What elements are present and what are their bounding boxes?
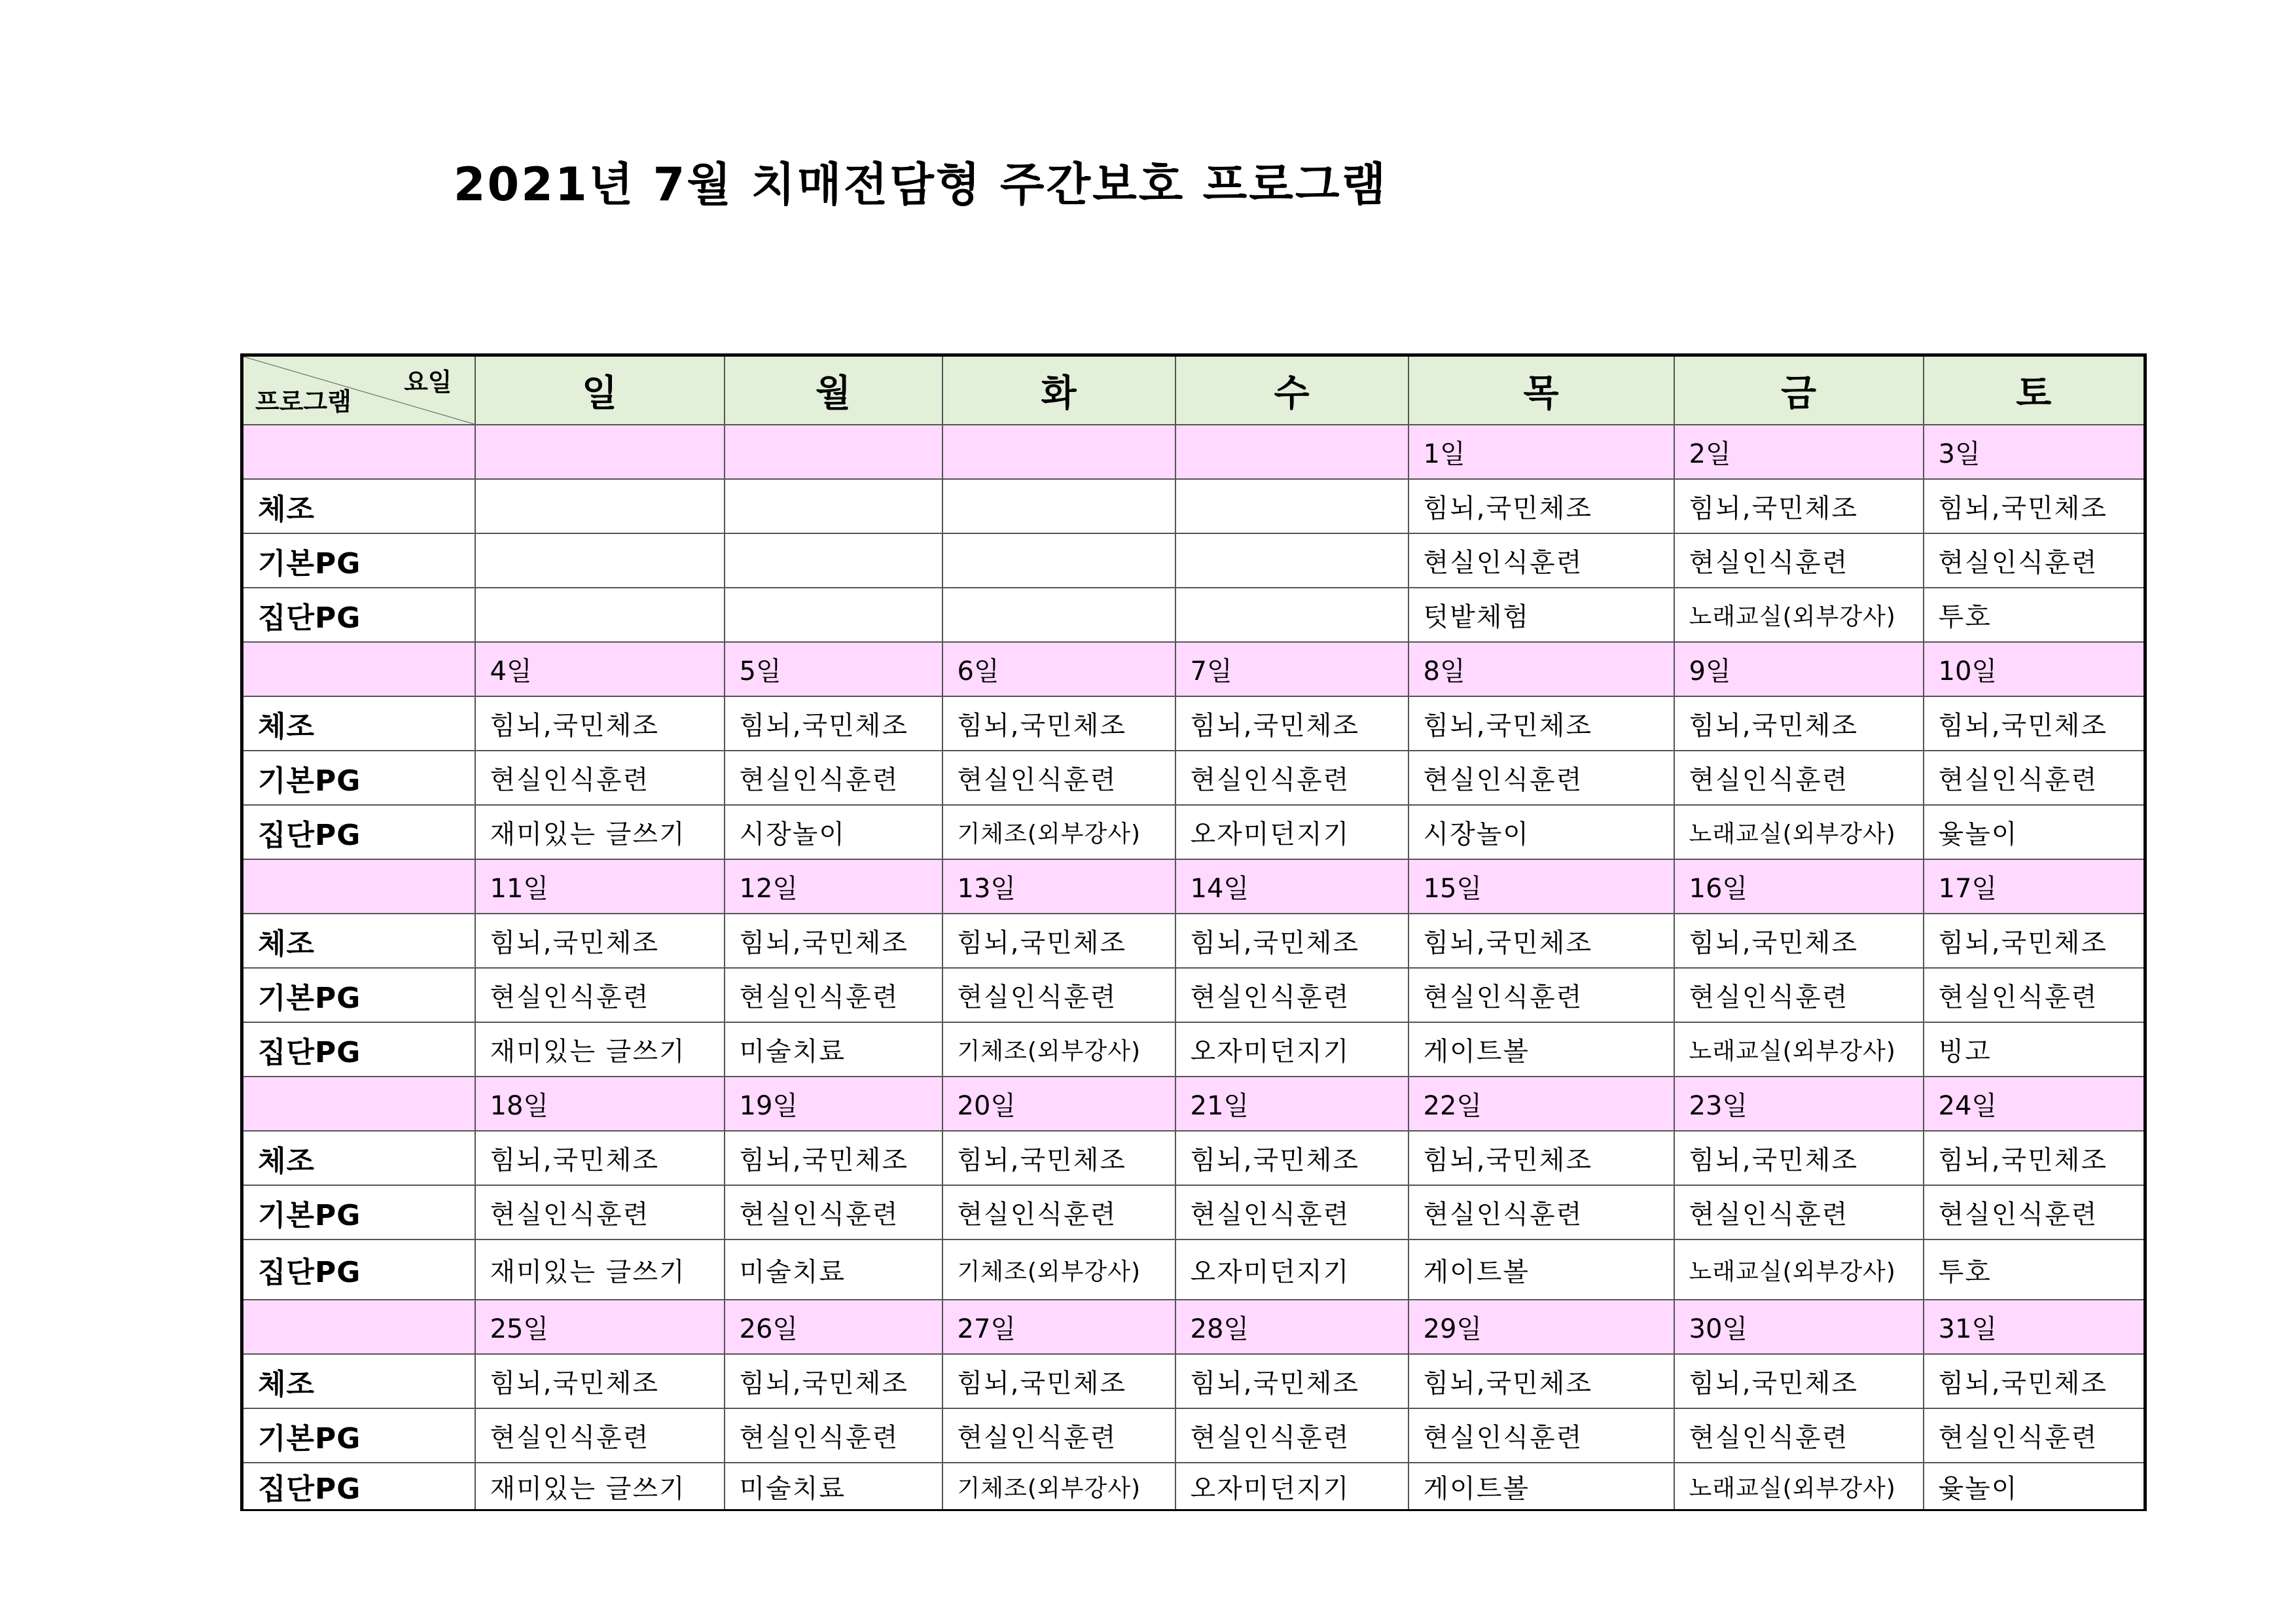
program-cell-thu: 텃밭체험 xyxy=(1408,588,1674,642)
program-cell-tue: 힘뇌,국민체조 xyxy=(942,696,1175,751)
weekday-thu: 목 xyxy=(1408,355,1674,425)
row-label: 집단PG xyxy=(242,588,475,642)
exercise-row xyxy=(242,1354,2145,1408)
date-cell-tue: 27일 xyxy=(942,1300,1175,1354)
program-cell-sat: 힘뇌,국민체조 xyxy=(1924,914,2145,968)
program-cell-sun xyxy=(475,479,725,533)
weekday-fri: 금 xyxy=(1674,355,1924,425)
date-cell-mon: 19일 xyxy=(725,1077,942,1131)
program-cell-fri: 노래교실(외부강사) xyxy=(1674,1240,1924,1300)
program-cell-wed: 현실인식훈련 xyxy=(1175,1185,1408,1240)
date-cell-tue: 6일 xyxy=(942,642,1175,696)
program-cell-mon: 힘뇌,국민체조 xyxy=(725,1354,942,1408)
weekday-header-row xyxy=(242,355,2145,425)
schedule-table xyxy=(240,353,2147,1511)
program-cell-thu: 게이트볼 xyxy=(1408,1463,1674,1510)
basic-program-row xyxy=(242,1408,2145,1463)
program-cell-sun: 재미있는 글쓰기 xyxy=(475,805,725,859)
row-label: 집단PG xyxy=(242,1022,475,1077)
date-row-label-cell xyxy=(242,1300,475,1354)
program-cell-sat: 현실인식훈련 xyxy=(1924,751,2145,805)
row-label: 집단PG xyxy=(242,1240,475,1300)
date-cell-thu: 15일 xyxy=(1408,859,1674,914)
date-cell-fri: 30일 xyxy=(1674,1300,1924,1354)
exercise-row xyxy=(242,479,2145,533)
date-cell-wed: 21일 xyxy=(1175,1077,1408,1131)
schedule-body xyxy=(242,355,2145,1510)
program-cell-mon xyxy=(725,533,942,588)
program-cell-fri: 현실인식훈련 xyxy=(1674,1408,1924,1463)
program-cell-mon xyxy=(725,588,942,642)
program-cell-fri: 힘뇌,국민체조 xyxy=(1674,696,1924,751)
program-cell-fri: 노래교실(외부강사) xyxy=(1674,588,1924,642)
program-cell-fri: 현실인식훈련 xyxy=(1674,533,1924,588)
program-cell-wed: 오자미던지기 xyxy=(1175,1022,1408,1077)
exercise-row xyxy=(242,914,2145,968)
exercise-row xyxy=(242,1131,2145,1185)
program-cell-fri: 힘뇌,국민체조 xyxy=(1674,914,1924,968)
date-row-label-cell xyxy=(242,642,475,696)
program-cell-sat: 윷놀이 xyxy=(1924,805,2145,859)
program-cell-fri: 힘뇌,국민체조 xyxy=(1674,1131,1924,1185)
date-cell-sat: 3일 xyxy=(1924,425,2145,479)
program-cell-sun xyxy=(475,533,725,588)
program-cell-sun: 현실인식훈련 xyxy=(475,968,725,1022)
program-cell-tue: 현실인식훈련 xyxy=(942,1408,1175,1463)
program-cell-sat: 현실인식훈련 xyxy=(1924,533,2145,588)
program-cell-mon xyxy=(725,479,942,533)
program-cell-fri: 노래교실(외부강사) xyxy=(1674,1022,1924,1077)
program-cell-sat: 힘뇌,국민체조 xyxy=(1924,479,2145,533)
program-cell-tue xyxy=(942,588,1175,642)
program-cell-thu: 힘뇌,국민체조 xyxy=(1408,914,1674,968)
program-cell-wed: 힘뇌,국민체조 xyxy=(1175,914,1408,968)
date-row xyxy=(242,642,2145,696)
program-cell-wed: 현실인식훈련 xyxy=(1175,1408,1408,1463)
date-cell-thu: 1일 xyxy=(1408,425,1674,479)
program-cell-fri: 현실인식훈련 xyxy=(1674,968,1924,1022)
program-cell-tue: 기체조(외부강사) xyxy=(942,1240,1175,1300)
program-cell-thu: 힘뇌,국민체조 xyxy=(1408,1131,1674,1185)
date-cell-sun: 25일 xyxy=(475,1300,725,1354)
program-cell-sat: 빙고 xyxy=(1924,1022,2145,1077)
program-cell-tue xyxy=(942,533,1175,588)
program-cell-sun: 재미있는 글쓰기 xyxy=(475,1240,725,1300)
group-program-row xyxy=(242,1240,2145,1300)
program-cell-wed: 현실인식훈련 xyxy=(1175,751,1408,805)
basic-program-row xyxy=(242,968,2145,1022)
basic-program-row xyxy=(242,1185,2145,1240)
program-cell-thu: 힘뇌,국민체조 xyxy=(1408,479,1674,533)
program-cell-sun: 힘뇌,국민체조 xyxy=(475,696,725,751)
program-cell-tue: 현실인식훈련 xyxy=(942,751,1175,805)
date-cell-sun: 18일 xyxy=(475,1077,725,1131)
weekday-wed: 수 xyxy=(1175,355,1408,425)
date-cell-mon xyxy=(725,425,942,479)
program-cell-tue: 현실인식훈련 xyxy=(942,968,1175,1022)
date-cell-wed xyxy=(1175,425,1408,479)
program-cell-sun: 힘뇌,국민체조 xyxy=(475,1354,725,1408)
date-row xyxy=(242,1300,2145,1354)
program-cell-thu: 게이트볼 xyxy=(1408,1022,1674,1077)
program-cell-wed: 현실인식훈련 xyxy=(1175,968,1408,1022)
program-cell-thu: 현실인식훈련 xyxy=(1408,1185,1674,1240)
program-cell-wed: 힘뇌,국민체조 xyxy=(1175,696,1408,751)
program-cell-sat: 투호 xyxy=(1924,588,2145,642)
program-cell-fri: 노래교실(외부강사) xyxy=(1674,805,1924,859)
program-cell-wed: 오자미던지기 xyxy=(1175,1240,1408,1300)
program-cell-mon: 미술치료 xyxy=(725,1022,942,1077)
program-cell-mon: 현실인식훈련 xyxy=(725,968,942,1022)
row-label: 기본PG xyxy=(242,968,475,1022)
program-cell-thu: 시장놀이 xyxy=(1408,805,1674,859)
program-cell-tue: 힘뇌,국민체조 xyxy=(942,914,1175,968)
program-cell-mon: 현실인식훈련 xyxy=(725,1185,942,1240)
row-label: 체조 xyxy=(242,1131,475,1185)
program-cell-sun xyxy=(475,588,725,642)
exercise-row xyxy=(242,696,2145,751)
weekday-mon: 월 xyxy=(725,355,942,425)
date-cell-mon: 5일 xyxy=(725,642,942,696)
date-cell-sat: 17일 xyxy=(1924,859,2145,914)
row-label: 집단PG xyxy=(242,1463,475,1510)
program-cell-tue: 현실인식훈련 xyxy=(942,1185,1175,1240)
program-cell-sat: 힘뇌,국민체조 xyxy=(1924,696,2145,751)
program-cell-thu: 현실인식훈련 xyxy=(1408,751,1674,805)
program-cell-sat: 힘뇌,국민체조 xyxy=(1924,1131,2145,1185)
date-cell-mon: 12일 xyxy=(725,859,942,914)
program-cell-wed: 오자미던지기 xyxy=(1175,805,1408,859)
date-cell-fri: 9일 xyxy=(1674,642,1924,696)
date-cell-thu: 22일 xyxy=(1408,1077,1674,1131)
group-program-row xyxy=(242,805,2145,859)
weekday-tue: 화 xyxy=(942,355,1175,425)
program-cell-sun: 힘뇌,국민체조 xyxy=(475,914,725,968)
program-cell-fri: 힘뇌,국민체조 xyxy=(1674,1354,1924,1408)
program-cell-thu: 현실인식훈련 xyxy=(1408,1408,1674,1463)
date-cell-thu: 8일 xyxy=(1408,642,1674,696)
row-label: 체조 xyxy=(242,914,475,968)
date-cell-sun: 11일 xyxy=(475,859,725,914)
corner-program-label: 프로그램 xyxy=(255,387,351,416)
program-cell-sat: 현실인식훈련 xyxy=(1924,1185,2145,1240)
row-label: 기본PG xyxy=(242,533,475,588)
program-cell-sun: 현실인식훈련 xyxy=(475,1185,725,1240)
program-cell-mon: 미술치료 xyxy=(725,1240,942,1300)
program-cell-sun: 현실인식훈련 xyxy=(475,1408,725,1463)
program-cell-mon: 미술치료 xyxy=(725,1463,942,1510)
program-cell-sun: 힘뇌,국민체조 xyxy=(475,1131,725,1185)
header-corner-cell xyxy=(242,355,475,425)
group-program-row xyxy=(242,1463,2145,1510)
row-label: 체조 xyxy=(242,696,475,751)
row-label: 기본PG xyxy=(242,751,475,805)
program-cell-tue: 기체조(외부강사) xyxy=(942,1022,1175,1077)
date-row-label-cell xyxy=(242,859,475,914)
program-cell-thu: 현실인식훈련 xyxy=(1408,533,1674,588)
program-cell-tue: 기체조(외부강사) xyxy=(942,1463,1175,1510)
program-cell-sat: 윷놀이 xyxy=(1924,1463,2145,1510)
date-cell-sun xyxy=(475,425,725,479)
program-cell-wed xyxy=(1175,588,1408,642)
program-cell-mon: 현실인식훈련 xyxy=(725,751,942,805)
program-cell-tue xyxy=(942,479,1175,533)
row-label: 기본PG xyxy=(242,1408,475,1463)
program-cell-wed xyxy=(1175,533,1408,588)
program-cell-mon: 시장놀이 xyxy=(725,805,942,859)
program-cell-mon: 힘뇌,국민체조 xyxy=(725,1131,942,1185)
date-row-label-cell xyxy=(242,1077,475,1131)
program-cell-mon: 힘뇌,국민체조 xyxy=(725,914,942,968)
date-cell-fri: 16일 xyxy=(1674,859,1924,914)
program-cell-fri: 현실인식훈련 xyxy=(1674,1185,1924,1240)
program-cell-fri: 노래교실(외부강사) xyxy=(1674,1463,1924,1510)
date-cell-fri: 2일 xyxy=(1674,425,1924,479)
date-cell-mon: 26일 xyxy=(725,1300,942,1354)
program-cell-wed: 힘뇌,국민체조 xyxy=(1175,1131,1408,1185)
program-cell-thu: 현실인식훈련 xyxy=(1408,968,1674,1022)
program-cell-sat: 투호 xyxy=(1924,1240,2145,1300)
program-cell-sun: 재미있는 글쓰기 xyxy=(475,1022,725,1077)
program-cell-thu: 게이트볼 xyxy=(1408,1240,1674,1300)
date-cell-wed: 7일 xyxy=(1175,642,1408,696)
date-cell-tue: 20일 xyxy=(942,1077,1175,1131)
date-cell-tue: 13일 xyxy=(942,859,1175,914)
program-cell-sat: 현실인식훈련 xyxy=(1924,968,2145,1022)
basic-program-row xyxy=(242,533,2145,588)
date-cell-wed: 14일 xyxy=(1175,859,1408,914)
program-cell-fri: 현실인식훈련 xyxy=(1674,751,1924,805)
program-cell-wed xyxy=(1175,479,1408,533)
program-cell-sun: 재미있는 글쓰기 xyxy=(475,1463,725,1510)
basic-program-row xyxy=(242,751,2145,805)
date-cell-tue xyxy=(942,425,1175,479)
date-cell-thu: 29일 xyxy=(1408,1300,1674,1354)
row-label: 집단PG xyxy=(242,805,475,859)
date-cell-sun: 4일 xyxy=(475,642,725,696)
program-cell-tue: 힘뇌,국민체조 xyxy=(942,1354,1175,1408)
date-row-label-cell xyxy=(242,425,475,479)
date-cell-sat: 24일 xyxy=(1924,1077,2145,1131)
program-cell-mon: 힘뇌,국민체조 xyxy=(725,696,942,751)
date-cell-sat: 31일 xyxy=(1924,1300,2145,1354)
program-cell-sun: 현실인식훈련 xyxy=(475,751,725,805)
weekday-sun: 일 xyxy=(475,355,725,425)
program-cell-wed: 힘뇌,국민체조 xyxy=(1175,1354,1408,1408)
page-title: 2021년 7월 치매전담형 주간보호 프로그램 xyxy=(453,158,1388,211)
program-cell-mon: 현실인식훈련 xyxy=(725,1408,942,1463)
weekday-sat: 토 xyxy=(1924,355,2145,425)
date-cell-sat: 10일 xyxy=(1924,642,2145,696)
program-cell-tue: 힘뇌,국민체조 xyxy=(942,1131,1175,1185)
program-cell-thu: 힘뇌,국민체조 xyxy=(1408,696,1674,751)
date-cell-wed: 28일 xyxy=(1175,1300,1408,1354)
corner-day-label: 요일 xyxy=(404,368,452,397)
program-cell-thu: 힘뇌,국민체조 xyxy=(1408,1354,1674,1408)
program-cell-tue: 기체조(외부강사) xyxy=(942,805,1175,859)
program-cell-sat: 힘뇌,국민체조 xyxy=(1924,1354,2145,1408)
row-label: 기본PG xyxy=(242,1185,475,1240)
group-program-row xyxy=(242,1022,2145,1077)
date-cell-fri: 23일 xyxy=(1674,1077,1924,1131)
date-row xyxy=(242,1077,2145,1131)
program-cell-fri: 힘뇌,국민체조 xyxy=(1674,479,1924,533)
group-program-row xyxy=(242,588,2145,642)
row-label: 체조 xyxy=(242,1354,475,1408)
program-cell-sat: 현실인식훈련 xyxy=(1924,1408,2145,1463)
program-cell-wed: 오자미던지기 xyxy=(1175,1463,1408,1510)
date-row xyxy=(242,859,2145,914)
date-row xyxy=(242,425,2145,479)
row-label: 체조 xyxy=(242,479,475,533)
